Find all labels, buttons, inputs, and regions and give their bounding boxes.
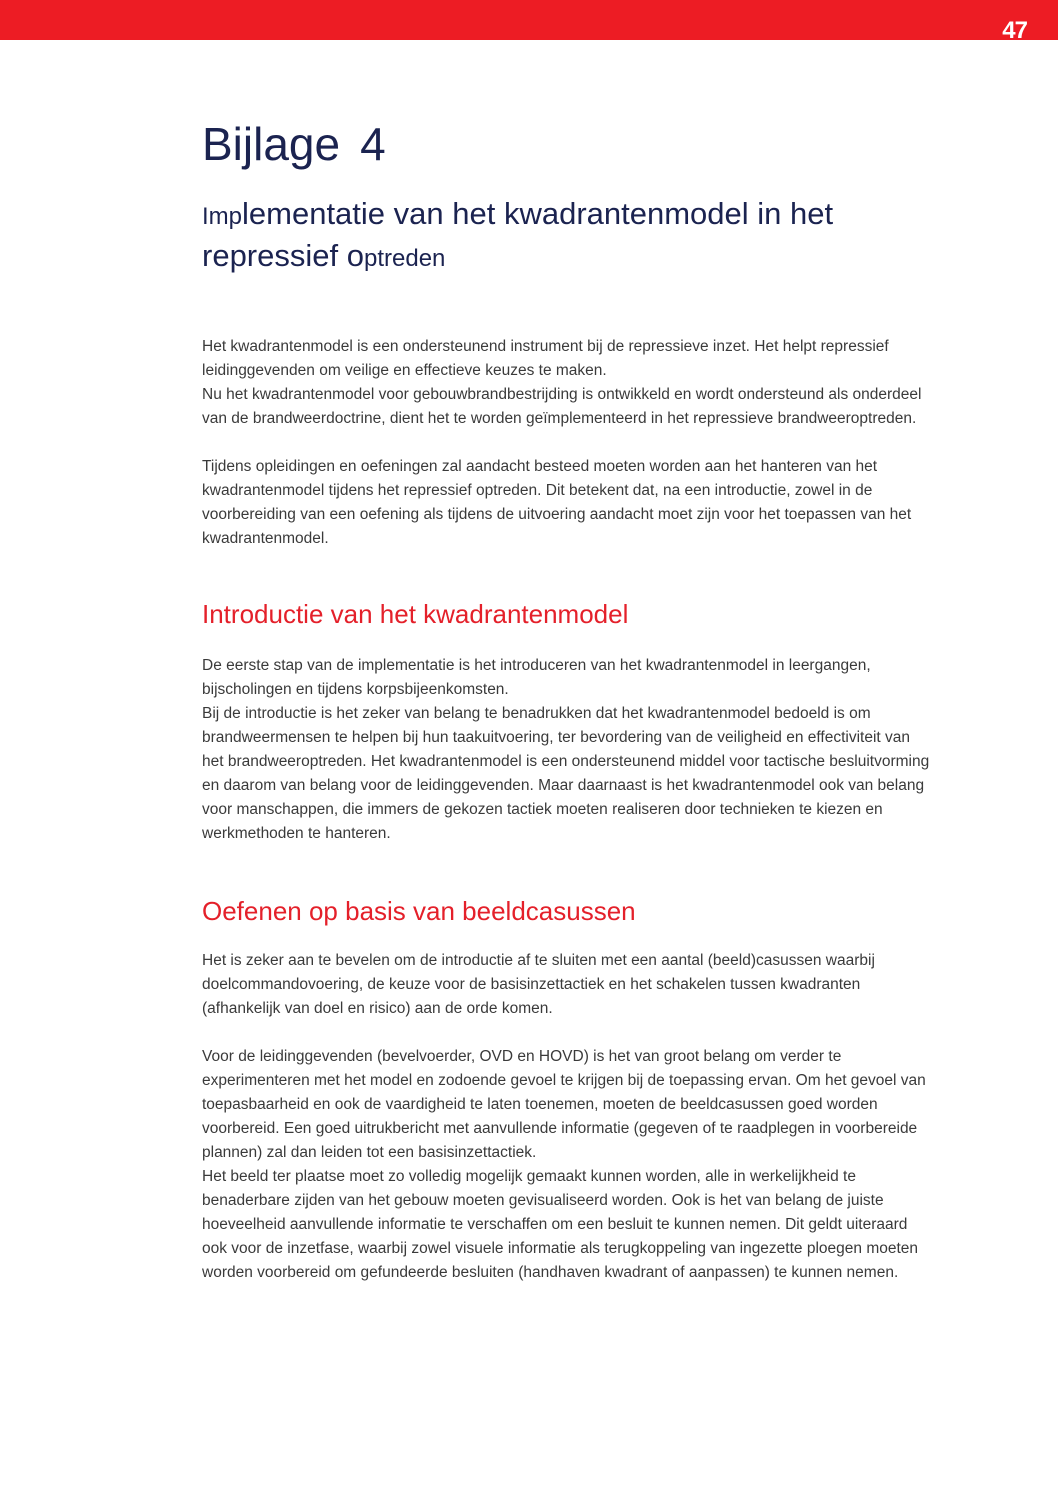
- paragraph: Nu het kwadrantenmodel voor gebouwbrandbestrijding is ontwikkeld en wordt ondersteund als onderdeel van de brandweerdoctrine, dient het te worden geïmplementeerd in het repressieve brandweeroptreden.: [202, 386, 922, 427]
- page-number: 47: [1002, 17, 1027, 40]
- section-heading: Oefenen op basis van beeldcasussen: [202, 896, 636, 926]
- section-heading: Introductie van het kwadrantenmodel: [202, 599, 629, 629]
- paragraph: Het beeld ter plaatse moet zo volledig mogelijk gemaakt kunnen worden, alle in werkelijkheid te benaderbare zijden van het gebouw moeten gevisualiseerd worden. Ook is het van belang de juiste hoeveelheid aanvullende informatie te verschaffen om een besluit te kunnen nemen. Dit geldt uiteraard ook voor de inzetfase, waarbij zowel visuele informatie als terugkoppeling van ingezette ploegen moeten worden voorbereid om gefundeerde besluiten (handhaven kwadrant of aanpassen) te kunnen nemen.: [202, 1168, 919, 1281]
- paragraph: Voor de leidinggevenden (bevelvoerder, OVD en HOVD) is het van groot belang om verder te experimenteren met het model en zodoende gevoel te krijgen bij de toepassing ervan. Om het gevoel van toepasbaarheid en ook de vaardigheid te laten toenemen, moeten de beeldcasussen goed worden voorbereid. Een goed uitrukbericht met aanvullende informatie (gegeven of te raadplegen in voorbereide plannen) zal dan leiden tot een basisinzettactiek.: [202, 1048, 926, 1161]
- paragraph: Het is zeker aan te bevelen om de introductie af te sluiten met een aantal (beeld)casussen waarbij doelcommandovoering, de keuze voor de basisinzettactiek en het schakelen tussen kwadranten (afhankelijk van doel en risico) aan de orde komen.: [202, 952, 875, 1017]
- paragraph: De eerste stap van de implementatie is het introduceren van het kwadrantenmodel in leergangen, bijscholingen en tijdens korpsbijeenkomsten.: [202, 657, 871, 698]
- subtitle-part: ptreden: [363, 245, 446, 272]
- paragraph: Bij de introductie is het zeker van belang te benadrukken dat het kwadrantenmodel bedoeld is om brandweermensen te helpen bij hun taakuitvoering, ter bevordering van de veiligheid en effectiviteit van het brandweeroptreden. Het kwadrantenmodel is een ondersteunend middel voor tactische besluitvorming en daarom van belang voor de leidinggevenden. Maar daarnaast is het kwadrantenmodel ook van belang voor manschappen, die immers de gekozen tactiek moeten realiseren door technieken te kiezen en werkmethoden te hanteren.: [202, 705, 930, 842]
- page-subtitle: [202, 194, 930, 278]
- title-text: Bijlage: [202, 118, 341, 170]
- subtitle-part: lementatie van het kwadrantenmodel in het repressief: [202, 196, 834, 273]
- title-number: 4: [360, 118, 386, 170]
- page-title: [202, 114, 930, 174]
- subtitle-part: o: [346, 238, 364, 273]
- paragraph: Het kwadrantenmodel is een ondersteunend instrument bij de repressieve inzet. Het helpt repressief leidinggevenden om veilige en effectieve keuzes te maken.: [202, 338, 889, 379]
- intro-section: [202, 335, 930, 551]
- subtitle-part: Imp: [202, 203, 243, 230]
- header-bar: [0, 0, 1058, 40]
- page-content: [202, 114, 930, 1285]
- paragraph: Tijdens opleidingen en oefeningen zal aandacht besteed moeten worden aan het hanteren van het kwadrantenmodel tijdens het repressief optreden. Dit betekent dat, na een introductie, zowel in de voorbereiding van een oefening als tijdens de uitvoering aandacht moet zijn voor het toepassen van het kwadrantenmodel.: [202, 458, 912, 547]
